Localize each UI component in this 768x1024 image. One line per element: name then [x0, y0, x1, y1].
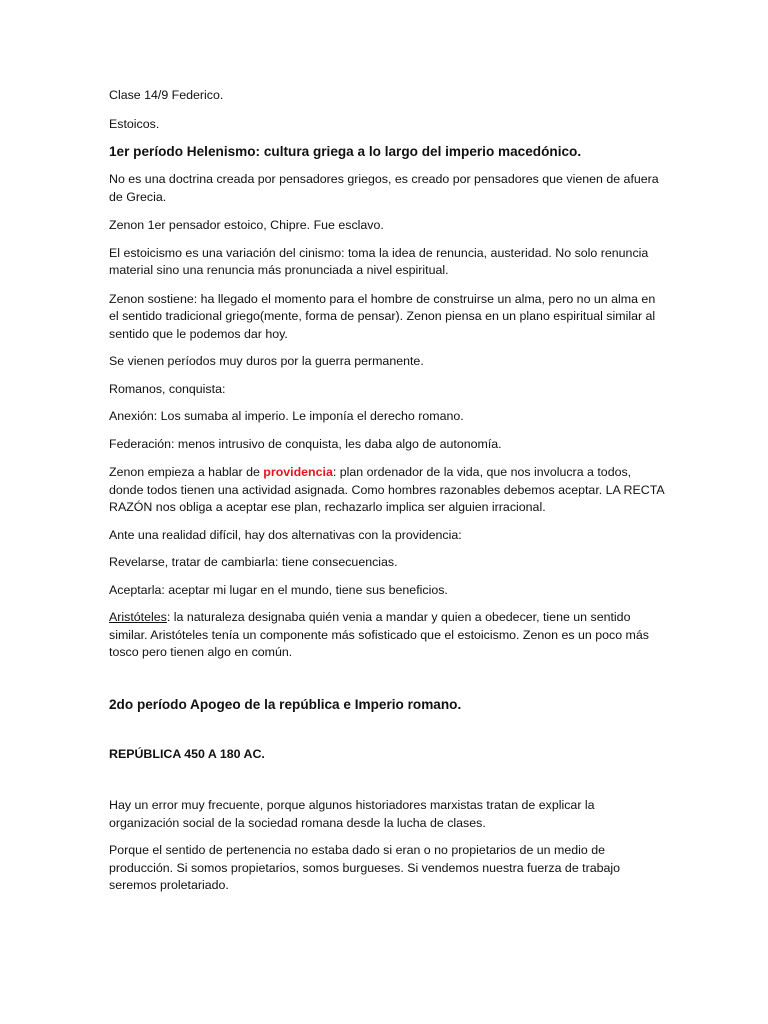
paragraph: El estoicismo es una variación del cinismo: toma la idea de renuncia, austeridad. No solo renuncia material sino una renuncia más pronunciada a nivel espiritual.	[109, 245, 649, 277]
paragraph: Romanos, conquista:	[109, 381, 226, 396]
paragraph-text: : plan ordenador de la vida, que nos involucra a todos, donde todos tienen una actividad asignada. Como hombres razonables debemos aceptar. LA RECTA RAZÓN nos obliga a aceptar ese plan, rechazarlo implica ser alguien irracional.	[109, 465, 664, 514]
paragraph-aristoteles	[109, 609, 668, 662]
paragraph-text: : la naturaleza designaba quién venia a mandar y quien a obedecer, tiene un sentido similar. Aristóteles tenía un componente más sofisticado que el estoicismo. Zenon es un poco más tosco pero tienen algo en común.	[109, 610, 649, 659]
highlighted-term: providencia	[263, 465, 333, 479]
section-heading-apogeo: 2do período Apogeo de la república e Imperio romano.	[109, 696, 462, 712]
paragraph-providencia	[109, 464, 668, 517]
paragraph: Federación: menos intrusivo de conquista, les daba algo de autonomía.	[109, 436, 502, 451]
paragraph: Aceptarla: aceptar mi lugar en el mundo, tiene sus beneficios.	[109, 582, 448, 597]
underlined-term: Aristóteles	[109, 610, 167, 624]
paragraph-text: Zenon empieza a hablar de	[109, 465, 264, 479]
topic-line: Estoicos.	[109, 116, 160, 131]
section-heading-helenismo: 1er período Helenismo: cultura griega a lo largo del imperio macedónico.	[109, 144, 582, 159]
section-heading-republica: REPÚBLICA 450 A 180 AC.	[109, 746, 265, 761]
paragraph: Porque el sentido de pertenencia no estaba dado si eran o no propietarios de un medio de producción. Si somos propietarios, somos burgueses. Si vendemos nuestra fuerza de trabajo seremos proletariado.	[109, 843, 621, 892]
paragraph: Zenon sostiene: ha llegado el momento para el hombre de construirse un alma, pero no un alma en el sentido tradicional griego(mente, forma de pensar). Zenon piensa en un plano espiritual similar al sentido que le podemos dar hoy.	[109, 291, 656, 341]
paragraph: No es una doctrina creada por pensadores griegos, es creado por pensadores que vienen de afuera de Grecia.	[109, 172, 659, 204]
paragraph: Se vienen períodos muy duros por la guerra permanente.	[109, 354, 424, 368]
paragraph: Anexión: Los sumaba al imperio. Le imponía el derecho romano.	[109, 409, 464, 423]
paragraph: Hay un error muy frecuente, porque algunos historiadores marxistas tratan de explicar la organización social de la sociedad romana desde la lucha de clases.	[109, 798, 595, 830]
paragraph: Zenon 1er pensador estoico, Chipre. Fue esclavo.	[109, 218, 384, 232]
paragraph: Ante una realidad difícil, hay dos alternativas con la providencia:	[109, 527, 462, 542]
class-date-line: Clase 14/9 Federico.	[109, 88, 224, 102]
paragraph: Revelarse, tratar de cambiarla: tiene consecuencias.	[109, 555, 398, 569]
